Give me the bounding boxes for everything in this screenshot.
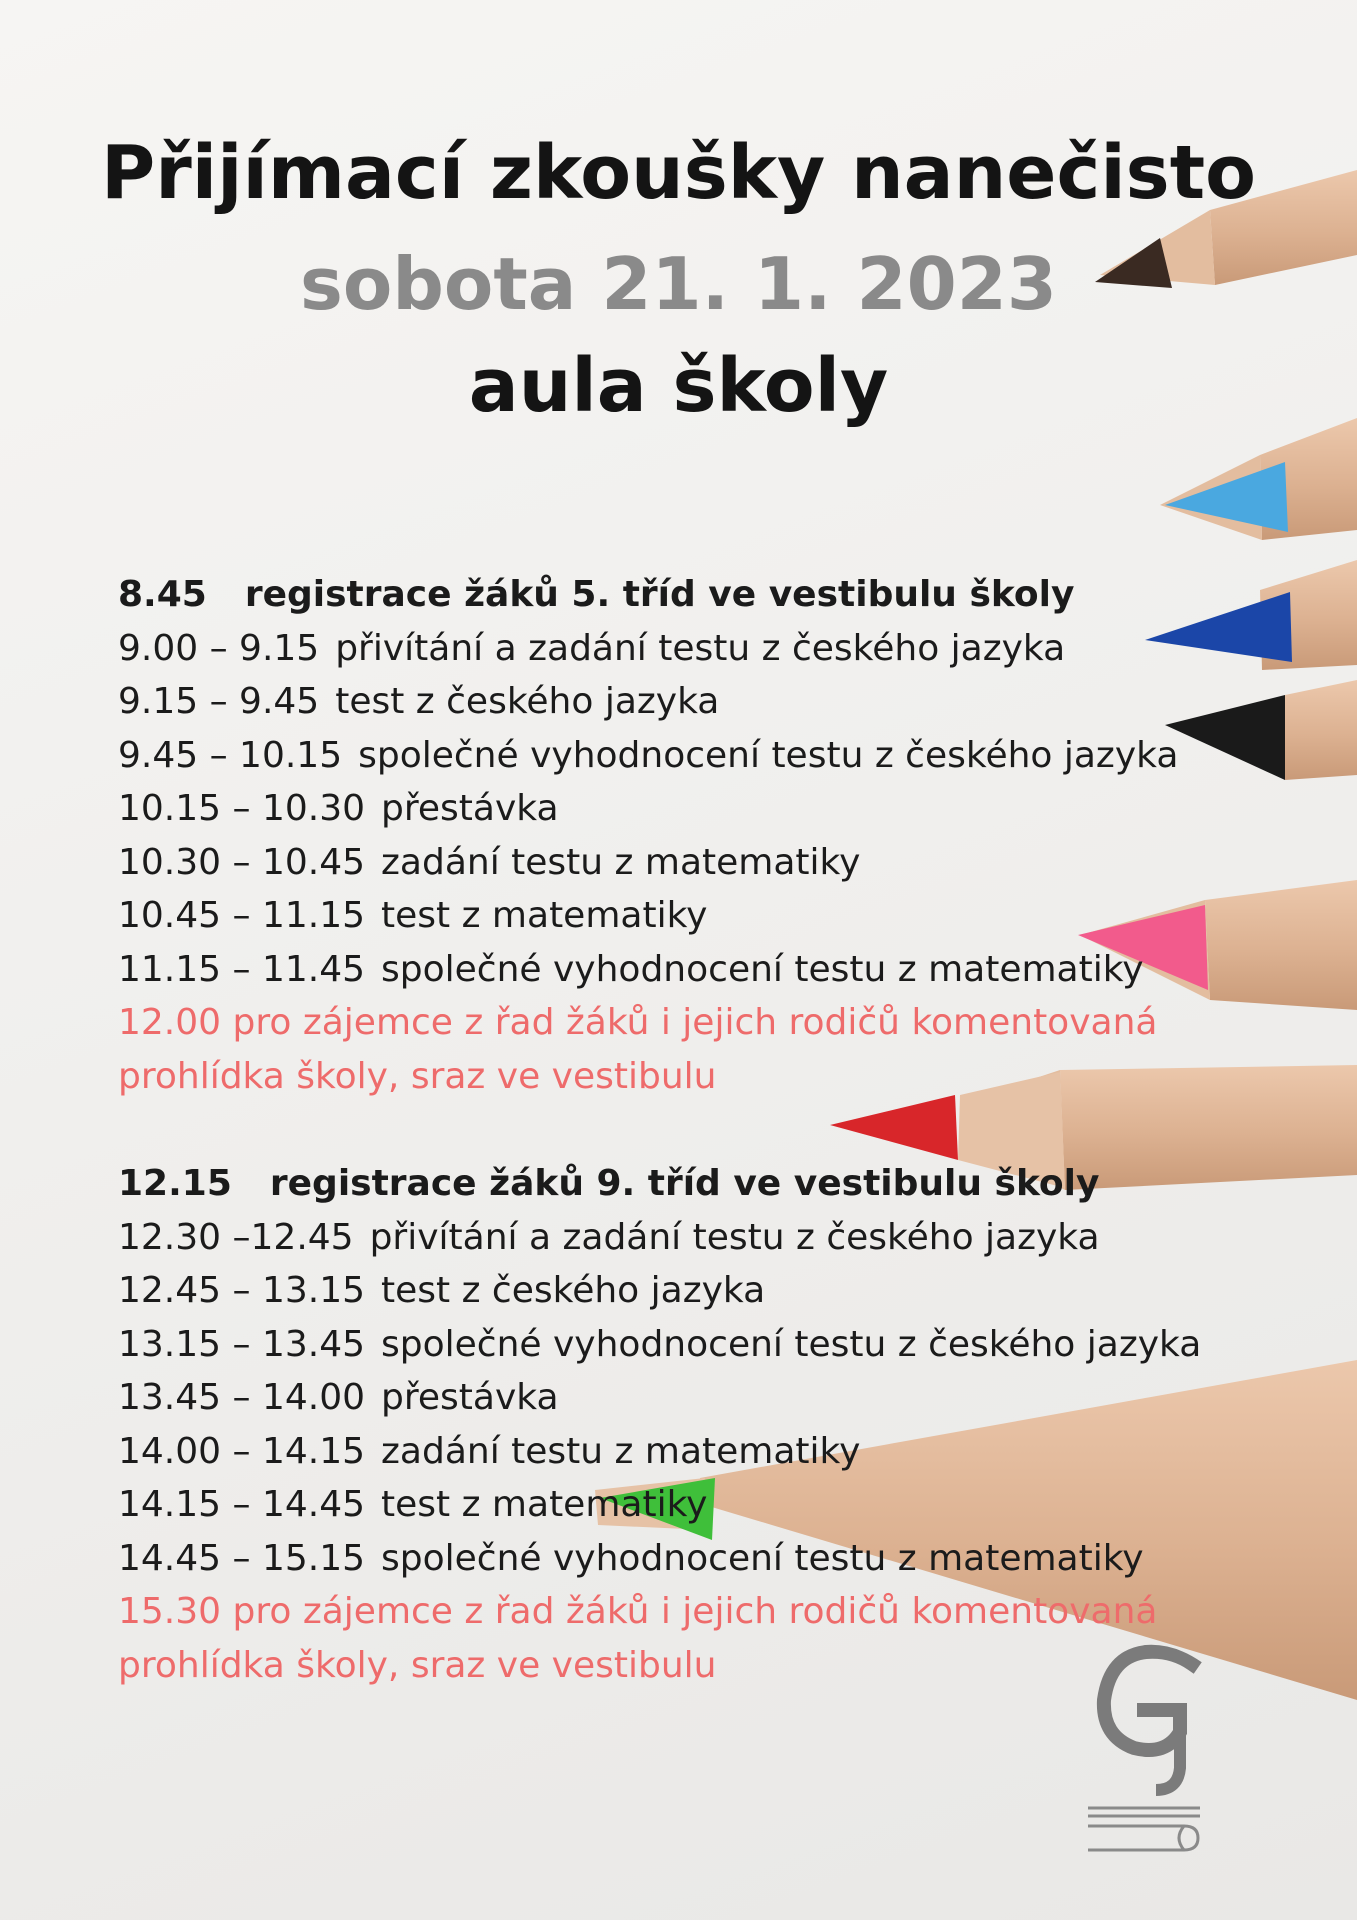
row-time: 13.45 – 14.00 xyxy=(118,1377,366,1418)
row-text: registrace žáků 9. tříd ve vestibulu školy xyxy=(269,1163,1100,1204)
row-text: společné vyhodnocení testu z českého jazyka xyxy=(358,734,1179,776)
row-text: test z českého jazyka xyxy=(381,1270,766,1311)
row-text: přestávka xyxy=(381,788,559,829)
row-text: přestávka xyxy=(381,1377,559,1418)
row-text: společné vyhodnocení testu z českého jazyka xyxy=(381,1323,1202,1365)
row-time: 9.00 – 9.15 xyxy=(118,627,320,669)
schedule-row xyxy=(118,1211,1228,1265)
row-time: 12.15 xyxy=(118,1163,232,1204)
schedule-row xyxy=(118,1478,1228,1532)
row-time: 14.45 – 15.15 xyxy=(118,1537,366,1579)
pencil-light-blue-icon xyxy=(1160,418,1357,540)
row-time: 14.15 – 14.45 xyxy=(118,1484,366,1525)
row-text: zadání testu z matematiky xyxy=(381,1430,861,1472)
registration-row xyxy=(118,568,1228,622)
schedule-row xyxy=(118,622,1228,676)
row-text: přivítání a zadání testu z českého jazyka xyxy=(335,627,1066,669)
event-date: sobota 21. 1. 2023 xyxy=(300,242,1057,326)
row-time: 9.45 – 10.15 xyxy=(118,734,343,776)
event-place: aula školy xyxy=(468,343,889,429)
tour-note: 15.30 pro zájemce z řad žáků i jejich rodičů komentovaná prohlídka školy, sraz ve vestibulu xyxy=(118,1591,1158,1686)
schedule-row xyxy=(118,943,1228,997)
row-time: 9.15 – 9.45 xyxy=(118,681,320,722)
schedule-row xyxy=(118,836,1228,890)
row-time: 10.45 – 11.15 xyxy=(118,895,366,936)
schedule-row xyxy=(118,782,1228,836)
row-time: 11.15 – 11.45 xyxy=(118,948,366,990)
row-time: 12.30 –12.45 xyxy=(118,1216,354,1258)
schedule-row xyxy=(118,675,1228,729)
row-time: 8.45 xyxy=(118,574,207,615)
row-text: test z matematiky xyxy=(381,895,708,936)
school-logo-g-book-icon xyxy=(1080,1640,1210,1860)
schedule-block-9th-grade xyxy=(118,1157,1228,1692)
schedule-block-5th-grade xyxy=(118,568,1228,1103)
row-text: společné vyhodnocení testu z matematiky xyxy=(381,948,1144,990)
schedule-row xyxy=(118,889,1228,943)
row-time: 14.00 – 14.15 xyxy=(118,1430,366,1472)
schedule-row xyxy=(118,729,1228,783)
schedule-row xyxy=(118,1425,1228,1479)
row-time: 13.15 – 13.45 xyxy=(118,1323,366,1365)
schedule-row xyxy=(118,1264,1228,1318)
schedule-row xyxy=(118,1371,1228,1425)
row-text: společné vyhodnocení testu z matematiky xyxy=(381,1537,1144,1579)
row-time: 10.15 – 10.30 xyxy=(118,788,366,829)
row-text: test z českého jazyka xyxy=(335,681,720,722)
row-text: zadání testu z matematiky xyxy=(381,841,861,883)
schedule-row xyxy=(118,1532,1228,1586)
row-text: registrace žáků 5. tříd ve vestibulu školy xyxy=(244,574,1075,615)
row-time: 10.30 – 10.45 xyxy=(118,841,366,883)
schedule-row xyxy=(118,1318,1228,1372)
row-time: 12.45 – 13.15 xyxy=(118,1270,366,1311)
registration-row xyxy=(118,1157,1228,1211)
row-text: přivítání a zadání testu z českého jazyka xyxy=(369,1216,1100,1258)
row-text: test z matematiky xyxy=(381,1484,708,1525)
tour-note: 12.00 pro zájemce z řad žáků i jejich rodičů komentovaná prohlídka školy, sraz ve vestibulu xyxy=(118,1002,1158,1097)
page-title: Přijímací zkoušky nanečisto xyxy=(101,130,1256,216)
